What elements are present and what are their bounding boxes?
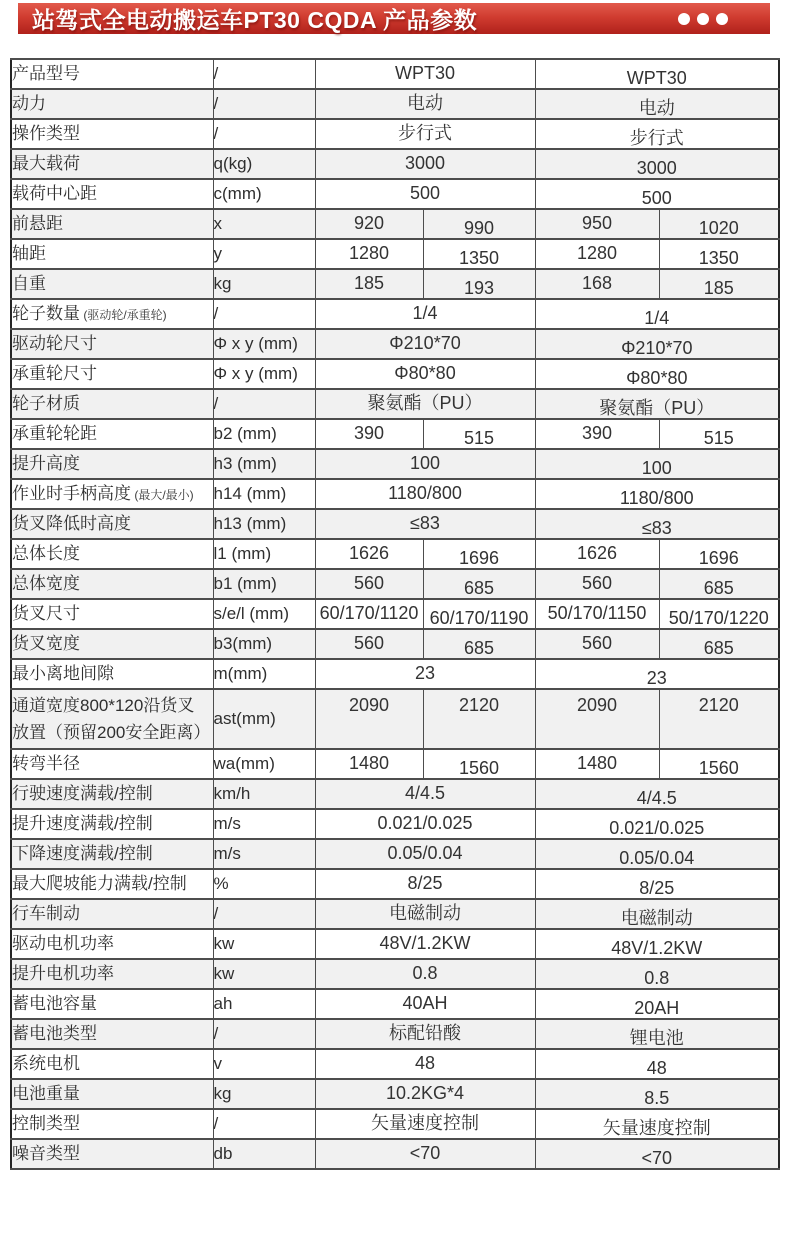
table-row [11, 149, 779, 179]
row-unit: wa(mm) [213, 749, 315, 779]
row-unit: ah [213, 989, 315, 1019]
value-cell: 8.5 [535, 1079, 779, 1109]
value-cell: WPT30 [315, 59, 535, 89]
row-unit: ast(mm) [213, 689, 315, 749]
row-unit: h14 (mm) [213, 479, 315, 509]
row-label: 自重 [11, 269, 213, 299]
table-row [11, 599, 779, 629]
row-unit: % [213, 869, 315, 899]
value-cell: 20AH [535, 989, 779, 1019]
title-bar [18, 3, 770, 34]
value-cell: 390 [535, 419, 659, 449]
row-label: 行车制动 [11, 899, 213, 929]
table-row [11, 659, 779, 689]
row-label: 货叉降低时高度 [11, 509, 213, 539]
table-row [11, 389, 779, 419]
value-cell: 1480 [315, 749, 423, 779]
dot-icon [697, 13, 709, 25]
table-row [11, 539, 779, 569]
value-cell: 515 [659, 419, 779, 449]
table-row [11, 1109, 779, 1139]
row-label: 承重轮轮距 [11, 419, 213, 449]
value-cell: 2090 [535, 689, 659, 749]
value-cell: 185 [315, 269, 423, 299]
value-cell: 3000 [535, 149, 779, 179]
value-cell: 515 [423, 419, 535, 449]
value-cell: 电动 [315, 89, 535, 119]
value-cell: 1/4 [535, 299, 779, 329]
value-cell: 500 [315, 179, 535, 209]
value-cell: 0.021/0.025 [315, 809, 535, 839]
value-cell: 3000 [315, 149, 535, 179]
row-unit: c(mm) [213, 179, 315, 209]
row-unit: kw [213, 959, 315, 989]
value-cell: 60/170/1120 [315, 599, 423, 629]
value-cell: Φ210*70 [535, 329, 779, 359]
value-cell: 50/170/1220 [659, 599, 779, 629]
value-cell: 1350 [423, 239, 535, 269]
row-label: 通道宽度800*120沿货叉 放置（预留200安全距离） [11, 689, 213, 749]
row-label: 载荷中心距 [11, 179, 213, 209]
table-row [11, 1139, 779, 1169]
value-cell: 1480 [535, 749, 659, 779]
value-cell: 4/4.5 [315, 779, 535, 809]
value-cell: 0.05/0.04 [315, 839, 535, 869]
value-cell: 500 [535, 179, 779, 209]
row-unit: m/s [213, 839, 315, 869]
row-label: 总体宽度 [11, 569, 213, 599]
value-cell: 1180/800 [535, 479, 779, 509]
row-label: 作业时手柄高度 (最大/最小) [11, 479, 213, 509]
table-row [11, 839, 779, 869]
dot-icon [716, 13, 728, 25]
value-cell: 1626 [315, 539, 423, 569]
row-unit: / [213, 899, 315, 929]
value-cell: 40AH [315, 989, 535, 1019]
table-row [11, 89, 779, 119]
row-unit: b1 (mm) [213, 569, 315, 599]
row-label: 提升电机功率 [11, 959, 213, 989]
table-row [11, 1019, 779, 1049]
row-unit: q(kg) [213, 149, 315, 179]
value-cell: 电动 [535, 89, 779, 119]
row-label: 货叉宽度 [11, 629, 213, 659]
row-label: 提升速度满载/控制 [11, 809, 213, 839]
value-cell: 10.2KG*4 [315, 1079, 535, 1109]
row-label: 总体长度 [11, 539, 213, 569]
value-cell: 4/4.5 [535, 779, 779, 809]
row-label: 货叉尺寸 [11, 599, 213, 629]
value-cell: 1626 [535, 539, 659, 569]
value-cell: ≤83 [315, 509, 535, 539]
table-row [11, 449, 779, 479]
value-cell: Φ80*80 [535, 359, 779, 389]
table-row [11, 899, 779, 929]
value-cell: ≤83 [535, 509, 779, 539]
table-row [11, 569, 779, 599]
value-cell: 390 [315, 419, 423, 449]
row-unit: db [213, 1139, 315, 1169]
value-cell: 168 [535, 269, 659, 299]
value-cell: 685 [659, 629, 779, 659]
value-cell: 1280 [535, 239, 659, 269]
value-cell: 矢量速度控制 [535, 1109, 779, 1139]
dots-group [678, 13, 728, 25]
row-unit: h13 (mm) [213, 509, 315, 539]
row-label: 轮子数量 (驱动轮/承重轮) [11, 299, 213, 329]
value-cell: 560 [315, 569, 423, 599]
table-row [11, 959, 779, 989]
row-unit: x [213, 209, 315, 239]
value-cell: <70 [315, 1139, 535, 1169]
row-unit: v [213, 1049, 315, 1079]
table-row [11, 299, 779, 329]
row-unit: kg [213, 1079, 315, 1109]
value-cell: 1350 [659, 239, 779, 269]
value-cell: 560 [535, 629, 659, 659]
row-label: 操作类型 [11, 119, 213, 149]
page-title: 站驾式全电动搬运车PT30 CQDA 产品参数 [32, 7, 478, 33]
value-cell: Φ80*80 [315, 359, 535, 389]
value-cell: 步行式 [535, 119, 779, 149]
value-cell: 685 [659, 569, 779, 599]
value-cell: 185 [659, 269, 779, 299]
row-unit: Φ x y (mm) [213, 329, 315, 359]
value-cell: 23 [535, 659, 779, 689]
value-cell: Φ210*70 [315, 329, 535, 359]
value-cell: 步行式 [315, 119, 535, 149]
row-label: 前悬距 [11, 209, 213, 239]
row-label: 电池重量 [11, 1079, 213, 1109]
row-label: 转弯半径 [11, 749, 213, 779]
value-cell: 8/25 [315, 869, 535, 899]
row-unit: / [213, 389, 315, 419]
value-cell: 8/25 [535, 869, 779, 899]
table-row [11, 59, 779, 89]
value-cell: 950 [535, 209, 659, 239]
value-cell: 1560 [423, 749, 535, 779]
row-label: 轴距 [11, 239, 213, 269]
row-unit: kg [213, 269, 315, 299]
row-label: 产品型号 [11, 59, 213, 89]
value-cell: 2120 [423, 689, 535, 749]
value-cell: 1560 [659, 749, 779, 779]
row-label: 噪音类型 [11, 1139, 213, 1169]
value-cell: 标配铅酸 [315, 1019, 535, 1049]
value-cell: 48 [315, 1049, 535, 1079]
row-label: 蓄电池容量 [11, 989, 213, 1019]
table-row [11, 329, 779, 359]
row-label: 控制类型 [11, 1109, 213, 1139]
row-unit: / [213, 299, 315, 329]
table-row [11, 1079, 779, 1109]
value-cell: 1280 [315, 239, 423, 269]
value-cell: 1020 [659, 209, 779, 239]
value-cell: 50/170/1150 [535, 599, 659, 629]
row-unit: / [213, 1109, 315, 1139]
value-cell: 聚氨酯（PU） [315, 389, 535, 419]
row-unit: / [213, 1019, 315, 1049]
table-row [11, 869, 779, 899]
value-cell: 685 [423, 629, 535, 659]
value-cell: 0.8 [315, 959, 535, 989]
row-label: 提升高度 [11, 449, 213, 479]
row-unit: l1 (mm) [213, 539, 315, 569]
value-cell: <70 [535, 1139, 779, 1169]
table-row [11, 629, 779, 659]
value-cell: 1180/800 [315, 479, 535, 509]
row-label: 行驶速度满载/控制 [11, 779, 213, 809]
row-label: 承重轮尺寸 [11, 359, 213, 389]
value-cell: 聚氨酯（PU） [535, 389, 779, 419]
table-row [11, 929, 779, 959]
value-cell: 23 [315, 659, 535, 689]
spec-table-body [11, 59, 779, 1169]
row-label: 系统电机 [11, 1049, 213, 1079]
row-label: 蓄电池类型 [11, 1019, 213, 1049]
row-label: 下降速度满载/控制 [11, 839, 213, 869]
row-unit: h3 (mm) [213, 449, 315, 479]
table-row [11, 359, 779, 389]
value-cell: 100 [315, 449, 535, 479]
value-cell: 矢量速度控制 [315, 1109, 535, 1139]
value-cell: 电磁制动 [535, 899, 779, 929]
value-cell: WPT30 [535, 59, 779, 89]
value-cell: 0.021/0.025 [535, 809, 779, 839]
row-unit: / [213, 59, 315, 89]
value-cell: 48V/1.2KW [315, 929, 535, 959]
table-row [11, 809, 779, 839]
table-row [11, 239, 779, 269]
table-row [11, 179, 779, 209]
table-row [11, 119, 779, 149]
dot-icon [678, 13, 690, 25]
table-row [11, 749, 779, 779]
row-unit: m(mm) [213, 659, 315, 689]
value-cell: 电磁制动 [315, 899, 535, 929]
value-cell: 48V/1.2KW [535, 929, 779, 959]
value-cell: 0.8 [535, 959, 779, 989]
value-cell: 1696 [659, 539, 779, 569]
value-cell: 685 [423, 569, 535, 599]
row-unit: / [213, 89, 315, 119]
row-unit: s/e/l (mm) [213, 599, 315, 629]
table-row [11, 689, 779, 749]
value-cell: 2120 [659, 689, 779, 749]
table-row [11, 989, 779, 1019]
spec-table [10, 58, 780, 1170]
row-unit: m/s [213, 809, 315, 839]
value-cell: 锂电池 [535, 1019, 779, 1049]
value-cell: 1696 [423, 539, 535, 569]
value-cell: 2090 [315, 689, 423, 749]
value-cell: 48 [535, 1049, 779, 1079]
table-row [11, 419, 779, 449]
row-unit: km/h [213, 779, 315, 809]
table-row [11, 509, 779, 539]
value-cell: 1/4 [315, 299, 535, 329]
table-row [11, 479, 779, 509]
table-row [11, 1049, 779, 1079]
row-label: 最大载荷 [11, 149, 213, 179]
row-label: 最大爬坡能力满载/控制 [11, 869, 213, 899]
value-cell: 0.05/0.04 [535, 839, 779, 869]
row-label: 动力 [11, 89, 213, 119]
value-cell: 60/170/1190 [423, 599, 535, 629]
value-cell: 560 [535, 569, 659, 599]
value-cell: 100 [535, 449, 779, 479]
row-unit: / [213, 119, 315, 149]
value-cell: 193 [423, 269, 535, 299]
row-label: 驱动轮尺寸 [11, 329, 213, 359]
row-unit: kw [213, 929, 315, 959]
value-cell: 990 [423, 209, 535, 239]
row-label: 轮子材质 [11, 389, 213, 419]
row-unit: Φ x y (mm) [213, 359, 315, 389]
row-label: 最小离地间隙 [11, 659, 213, 689]
value-cell: 920 [315, 209, 423, 239]
table-row [11, 779, 779, 809]
value-cell: 560 [315, 629, 423, 659]
row-unit: y [213, 239, 315, 269]
table-row [11, 269, 779, 299]
row-unit: b3(mm) [213, 629, 315, 659]
row-label: 驱动电机功率 [11, 929, 213, 959]
table-row [11, 209, 779, 239]
row-unit: b2 (mm) [213, 419, 315, 449]
